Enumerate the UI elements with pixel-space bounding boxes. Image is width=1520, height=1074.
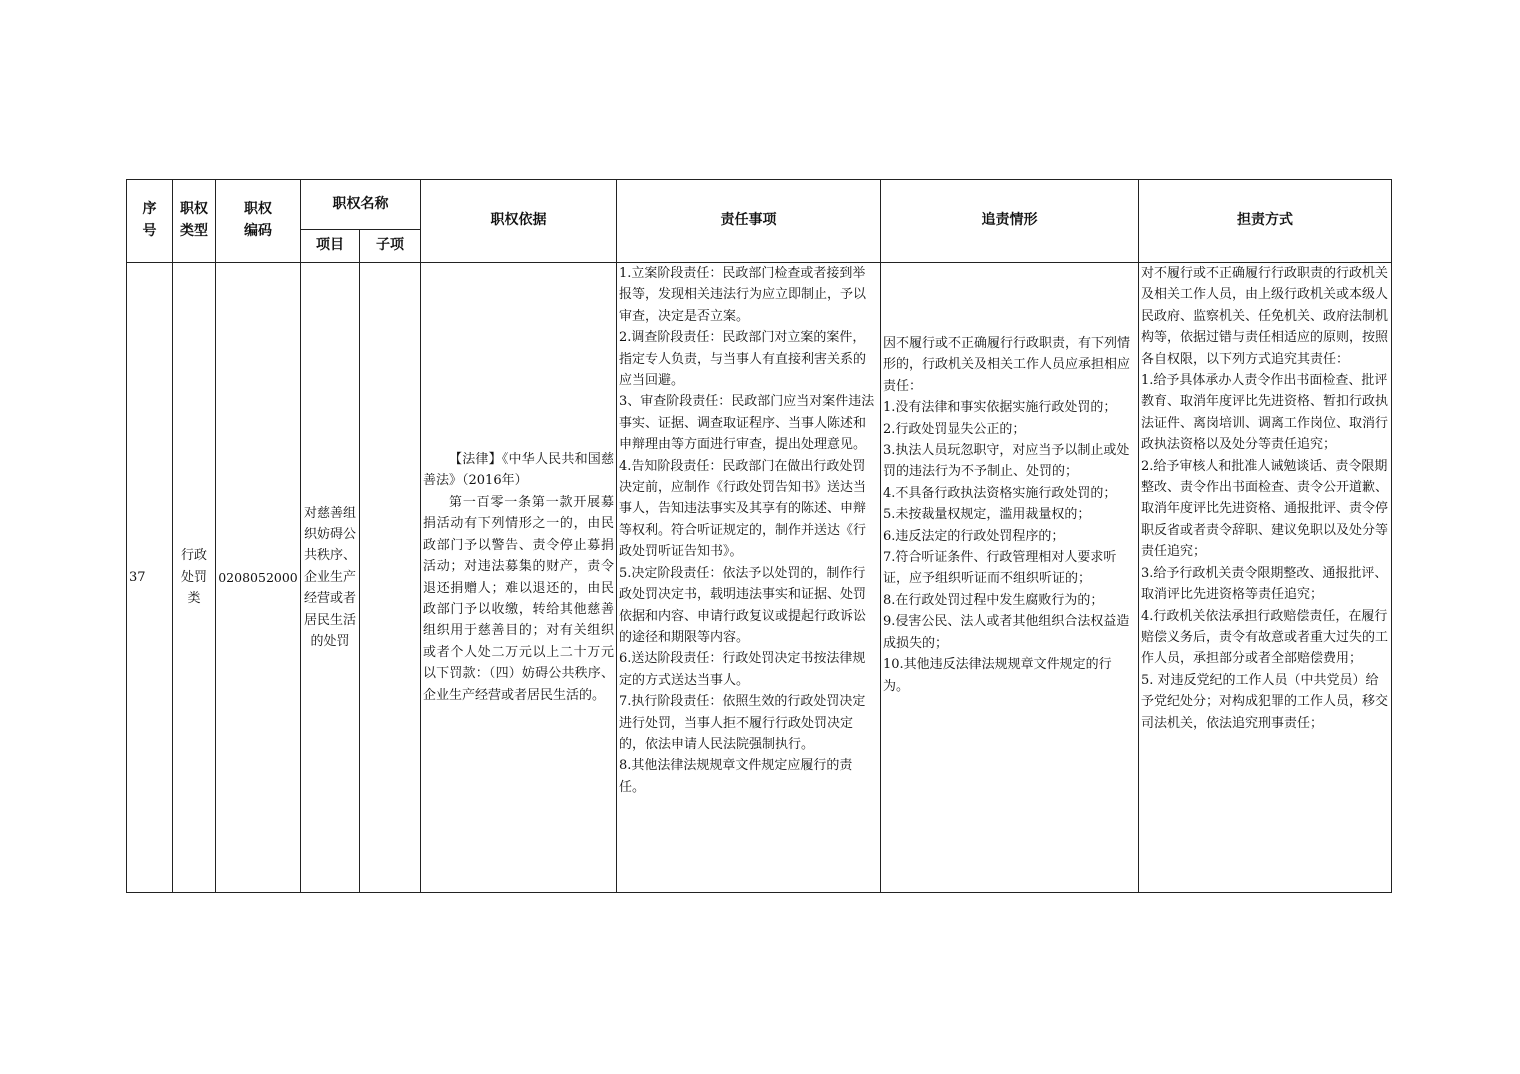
cell-item: 对慈善组织妨碍公共秩序、企业生产经营或者居民生活的处罚	[301, 263, 360, 893]
basis-law-title: 【法律】《中华人民共和国慈善法》（2016年）	[423, 452, 614, 489]
header-name-group: 职权名称	[301, 180, 421, 230]
method-intro: 对不履行或不正确履行行政职责的行政机关及相关工作人员，由上级行政机关或本级人民政府、监察机关、任免机关、政府法制机构等，依据过错与责任相适应的原则，按照各自权限，以下列方式追究其责任：	[1141, 266, 1389, 367]
method-item: 2.给予审核人和批准人诫勉谈话、责令限期整改、责令作出书面检查、责令公开道歉、取消年度评比先进资格、通报批评、责令停职反省或者责令辞职、建议免职以及处分等责任追究；	[1141, 458, 1389, 560]
header-basis: 职权依据	[421, 180, 617, 263]
cell-subitem	[360, 263, 421, 893]
duty-item: 2.调查阶段责任：民政部门对立案的案件，指定专人负责，与当事人有直接利害关系的应当回避。	[619, 330, 867, 389]
accountability-item: 9.侵害公民、法人或者其他组织合法权益造成损失的；	[883, 614, 1130, 651]
accountability-item: 4.不具备行政执法资格实施行政处罚的；	[883, 485, 1117, 501]
method-item: 3.给予行政机关责令限期整改、通报批评、取消评比先进资格等责任追究；	[1141, 565, 1388, 603]
cell-accountability	[881, 263, 1139, 893]
header-accountability: 追责情形	[881, 180, 1139, 263]
header-seq: 序号	[127, 180, 173, 263]
cell-method	[1139, 263, 1392, 893]
header-type: 职权类型	[173, 180, 216, 263]
authority-table	[126, 179, 1392, 893]
accountability-item: 6.违反法定的行政处罚程序的；	[883, 528, 1065, 544]
cell-duty	[617, 263, 881, 893]
duty-item: 1.立案阶段责任：民政部门检查或者接到举报等，发现相关违法行为应立即制止，予以审查，决定是否立案。	[619, 266, 867, 324]
method-item: 1.给予具体承办人责令作出书面检查、批评教育、取消年度评比先进资格、暂扣行政执法证件、离岗培训、调离工作岗位、取消行政执法资格以及处分等责任追究；	[1141, 373, 1389, 453]
header-duty: 责任事项	[617, 180, 881, 263]
accountability-item: 10.其他违反法律法规规章文件规定的行为。	[883, 657, 1112, 694]
accountability-item: 2.行政处罚显失公正的；	[883, 421, 1026, 437]
basis-law-article: 第一百零一条第一款开展募捐活动有下列情形之一的，由民政部门予以警告、责令停止募捐活动；对违法募集的财产，责令退还捐赠人；难以退还的，由民政部门予以收缴，转给其他慈善组织用于慈善目的；对有关组织或者个人处二万元以上二十万元以下罚款：（四）妨碍公共秩序、企业生产经营或者居民生活的。	[423, 494, 614, 703]
cell-code: 0208052000	[216, 263, 301, 893]
duty-item: 7.执行阶段责任：依照生效的行政处罚决定进行处罚，当事人拒不履行行政处罚决定的，依法申请人民法院强制执行。	[619, 694, 866, 752]
cell-seq: 37	[127, 263, 173, 893]
accountability-item: 3.执法人员玩忽职守，对应当予以制止或处罚的违法行为不予制止、处罚的；	[883, 443, 1130, 480]
duty-item: 5.决定阶段责任：依法予以处罚的，制作行政处罚决定书，载明违法事实和证据、处罚依据和内容、申请行政复议或提起行政诉讼的途径和期限等内容。	[619, 565, 867, 645]
accountability-item: 7.符合听证条件、行政管理相对人要求听证，应予组织听证而不组织听证的；	[883, 550, 1117, 587]
duty-item: 6.送达阶段责任：行政处罚决定书按法律规定的方式送达当事人。	[619, 651, 866, 688]
method-item: 4.行政机关依法承担行政赔偿责任，在履行赔偿义务后，责令有故意或者重大过失的工作人员，承担部分或者全部赔偿费用；	[1141, 608, 1389, 667]
accountability-item: 5.未按裁量权规定，滥用裁量权的；	[883, 507, 1091, 523]
duty-item: 3、审查阶段责任：民政部门应当对案件违法事实、证据、调查取证程序、当事人陈述和申辩理由等方面进行审查，提出处理意见。	[619, 394, 875, 453]
accountability-intro: 因不履行或不正确履行行政职责，有下列情形的，行政机关及相关工作人员应承担相应责任：	[883, 336, 1131, 394]
cell-type: 行政处罚类	[173, 263, 216, 893]
header-item: 项目	[301, 230, 360, 263]
accountability-item: 1.没有法律和事实依据实施行政处罚的；	[883, 400, 1117, 416]
cell-basis	[421, 263, 617, 893]
duty-item: 4.告知阶段责任：民政部门在做出行政处罚决定前，应制作《行政处罚告知书》送达当事人，告知违法事实及其享有的陈述、申辩等权利。符合听证规定的，制作并送达《行政处罚听证告知书》。	[619, 458, 867, 560]
accountability-item: 8.在行政处罚过程中发生腐败行为的；	[883, 592, 1104, 608]
header-code: 职权编码	[216, 180, 301, 263]
header-method: 担责方式	[1139, 180, 1392, 263]
method-item: 5. 对违反党纪的工作人员（中共党员）给予党纪处分；对构成犯罪的工作人员，移交司法机关，依法追究刑事责任；	[1141, 672, 1389, 731]
duty-item: 8.其他法律法规规章文件规定应履行的责任。	[619, 758, 853, 795]
header-subitem: 子项	[360, 230, 421, 263]
